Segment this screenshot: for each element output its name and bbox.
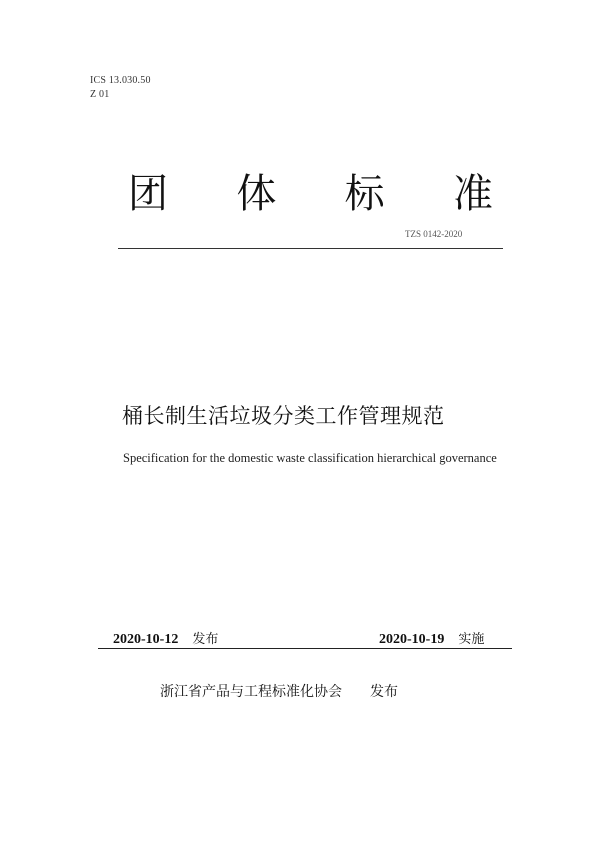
ics-code: ICS 13.030.50 [90,75,151,86]
issue-date: 2020-10-12 [113,632,179,647]
footer-divider [98,648,512,649]
publisher-label: 发布 [370,684,398,700]
standard-type-char: 体 [236,170,277,217]
standard-type-heading [128,160,493,220]
publisher-name: 浙江省产品与工程标准化协会 [160,684,342,700]
issue-date-block [113,628,218,648]
standard-type-char: 团 [128,170,168,217]
issue-label: 发布 [192,632,219,647]
ccs-code: Z 01 [90,89,110,100]
standard-type-char: 准 [452,170,493,217]
standard-type-char: 标 [344,170,385,217]
english-title: Specification for the domestic waste classification hierarchical governance [123,451,497,465]
header-divider [118,248,503,249]
implement-label: 实施 [458,632,485,647]
implement-date: 2020-10-19 [379,632,445,647]
document-number: TZS 0142-2020 [405,229,463,239]
publisher-line [160,681,398,701]
chinese-title: 桶长制生活垃圾分类工作管理规范 [122,404,445,428]
implement-date-block [379,628,484,648]
